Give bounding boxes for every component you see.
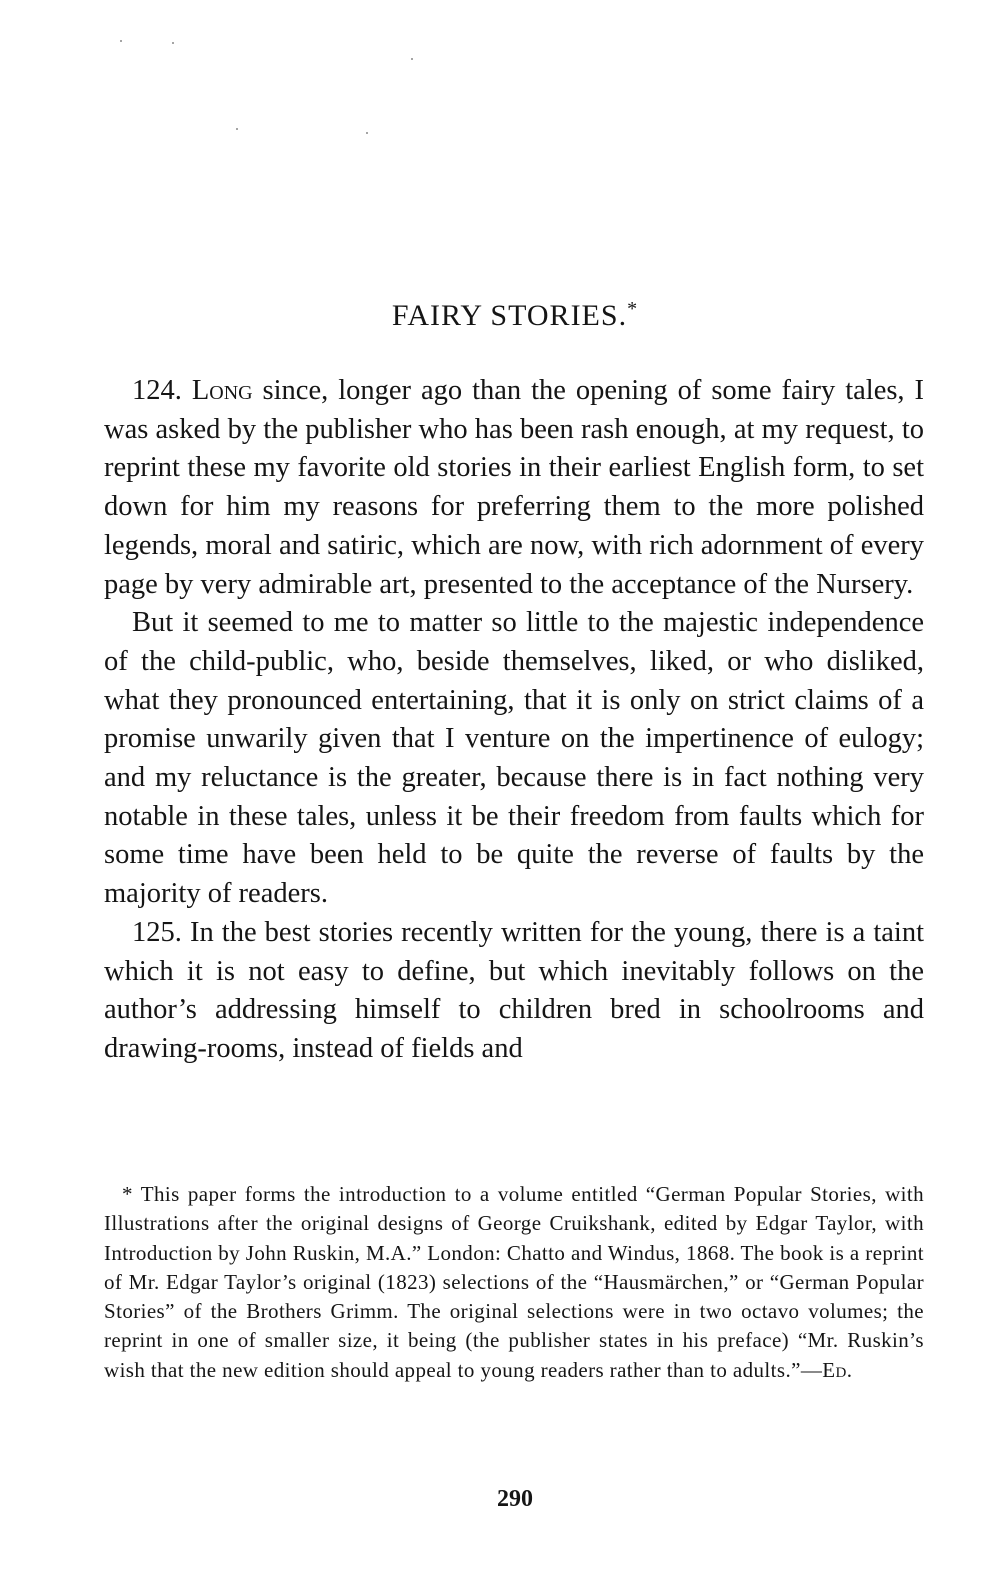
- footnote-text: This paper forms the introduction to a volume entitled “German Popular Stories, with Illustrations after the original designs of George Cruikshank, edited by Edgar Taylor, with Introduction by John Ruskin, M.A.” London: Chatto and Windus, 1868. The book is a reprint of Mr. Edgar Taylor’s original (1823) selections of the “Hausmärchen,” or “German Popular Stories” of the Brothers Grimm. The original selections were in two octavo volumes; the reprint in one of smaller size, it being (the publisher states in his preface) “Mr. Ruskin’s wish that the new edition should appeal to young readers rather than to adults.”—: [104, 1182, 924, 1382]
- chapter-title-text: FAIRY STORIES.: [391, 299, 628, 332]
- title-footnote-mark: *: [627, 298, 639, 320]
- paragraph-continuation: [104, 604, 924, 914]
- footnote-editor: Ed.: [822, 1357, 853, 1382]
- paragraph-125: [104, 914, 924, 1069]
- paragraph-text: But it seemed to me to matter so little to the majestic independence of the child-public, who, beside themselves, liked, or who disliked, what they pronounced entertaining, that it is only on strict claims of a promise unwarily given that I venture on the impertinence of eulogy; and my reluctance is the greater, because there is in fact nothing very notable in these tales, unless it be their freedom from faults which for some time have been held to be quite the reverse of faults by the majority of readers.: [104, 607, 924, 910]
- chapter-title: [0, 298, 1000, 333]
- page-number: 290: [497, 1486, 533, 1512]
- paragraph-text: In the best stories recently written for the young, there is a taint which it is not easy to define, but which inevitably follows on the author’s addressing himself to children bred in schoolrooms and drawing-rooms, instead of fields and: [104, 916, 924, 1064]
- paragraph-text: since, longer ago than the opening of some fairy tales, I was asked by the publisher who has been rash enough, at my request, to reprint these my favorite old stories in their earliest English form, to set down for him my reasons for preferring them to the more polished legends, moral and satiric, which are now, with rich adornment of every page by very admirable art, presented to the acceptance of the Nursery.: [104, 375, 925, 600]
- footnote-mark: *: [122, 1182, 133, 1206]
- paragraph-number: 124.: [132, 375, 182, 406]
- footnote: [104, 1180, 924, 1385]
- paragraph-lead-word: Long: [191, 375, 253, 406]
- body-text: [104, 372, 924, 1069]
- paragraph-124: [104, 372, 924, 604]
- paper-speck: [236, 128, 238, 130]
- footnote-paragraph: [104, 1180, 924, 1385]
- paper-speck: [411, 58, 413, 60]
- paragraph-number: 125.: [132, 916, 182, 948]
- paper-speck: [120, 40, 122, 42]
- paper-speck: [172, 42, 174, 44]
- paper-speck: [366, 132, 368, 134]
